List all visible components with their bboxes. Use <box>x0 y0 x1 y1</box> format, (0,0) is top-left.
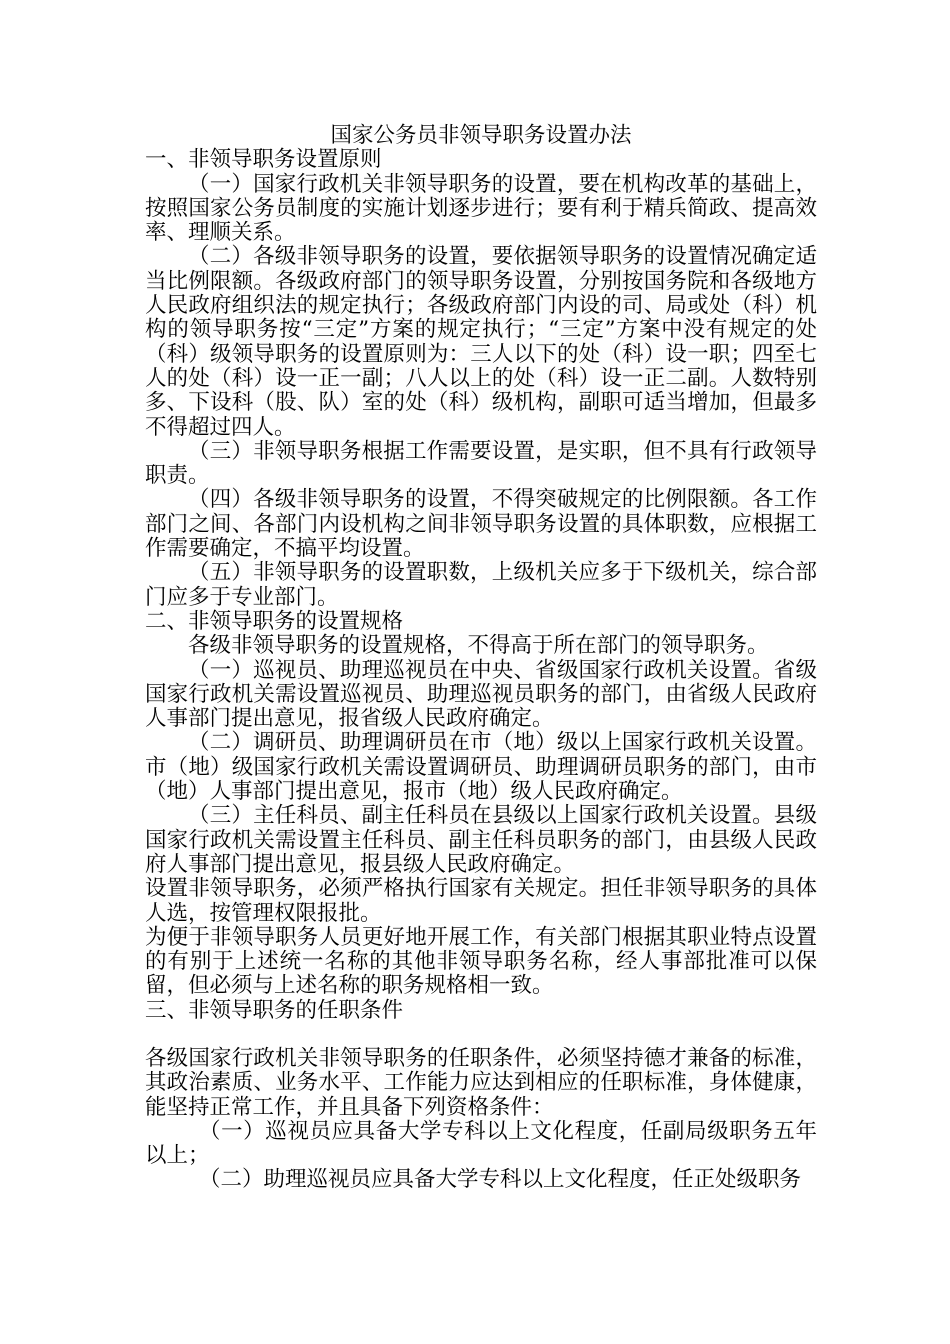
paragraph: （二）各级非领导职务的设置，要依据领导职务的设置情况确定适当比例限额。各级政府部门的领导职务设置，分别按国务院和各级地方人民政府组织法的规定执行；各级政府部门内设的司、局或处（科）机构的领导职务按“三定”方案的规定执行；“三定”方案中没有规定的处（科）级领导职务的设置原则为：三人以下的处（科）设一职；四至七人的处（科）设一正一副；八人以上的处（科）设一正二副。人数特别多、下设科（股、队）室的处（科）级机构，副职可适当增加，但最多不得超过四人。 <box>145 244 817 440</box>
paragraph: 为便于非领导职务人员更好地开展工作，有关部门根据其职业特点设置的有别于上述统一名称的其他非领导职务名称，经人事部批准可以保留，但必须与上述名称的职务规格相一致。 <box>145 924 817 999</box>
paragraph: （一）巡视员应具备大学专科以上文化程度，任副局级职务五年以上； <box>145 1118 817 1169</box>
section-heading-2: 二、非领导职务的设置规格 <box>145 608 404 634</box>
document-body <box>145 124 817 1193</box>
paragraph: （二）调研员、助理调研员在市（地）级以上国家行政机关设置。市（地）级国家行政机关需设置调研员、助理调研员职务的部门，由市（地）人事部门提出意见，报市（地）级人民政府确定。 <box>145 730 817 805</box>
paragraph: （三）主任科员、副主任科员在县级以上国家行政机关设置。县级国家行政机关需设置主任科员、副主任科员职务的部门，由县级人民政府人事部门提出意见，报县级人民政府确定。 <box>145 803 817 877</box>
paragraph: 各级国家行政机关非领导职务的任职条件，必须坚持德才兼备的标准，其政治素质、业务水平、工作能力应达到相应的任职标准，身体健康，能坚持正常工作，并且具备下列资格条件： <box>145 1045 817 1120</box>
document-title: 国家公务员非领导职务设置办法 <box>330 123 632 148</box>
paragraph: （一）国家行政机关非领导职务的设置，要在机构改革的基础上，按照国家公务员制度的实施计划逐步进行；要有利于精兵简政、提高效率、理顺关系。 <box>145 171 817 246</box>
paragraph: （五）非领导职务的设置职数，上级机关应多于下级机关，综合部门应多于专业部门。 <box>145 560 817 610</box>
paragraph: （四）各级非领导职务的设置，不得突破规定的比例限额。各工作部门之间、各部门内设机构之间非领导职务设置的具体职数，应根据工作需要确定，不搞平均设置。 <box>145 487 817 562</box>
paragraph: （三）非领导职务根据工作需要设置，是实职，但不具有行政领导职责。 <box>145 438 817 489</box>
paragraph: （二）助理巡视员应具备大学专科以上文化程度，任正处级职务 <box>199 1167 802 1193</box>
paragraph: 设置非领导职务，必须严格执行国家有关规定。担任非领导职务的具体人选，按管理权限报批。 <box>145 876 817 926</box>
blank-line <box>145 1023 817 1047</box>
section-heading-1: 一、非领导职务设置原则 <box>145 147 382 173</box>
paragraph: 各级非领导职务的设置规格，不得高于所在部门的领导职务。 <box>188 633 769 659</box>
paragraph: （一）巡视员、助理巡视员在中央、省级国家行政机关设置。省级国家行政机关需设置巡视员、助理巡视员职务的部门，由省级人民政府人事部门提出意见，报省级人民政府确定。 <box>145 657 817 732</box>
section-heading-3: 三、非领导职务的任职条件 <box>145 997 404 1023</box>
